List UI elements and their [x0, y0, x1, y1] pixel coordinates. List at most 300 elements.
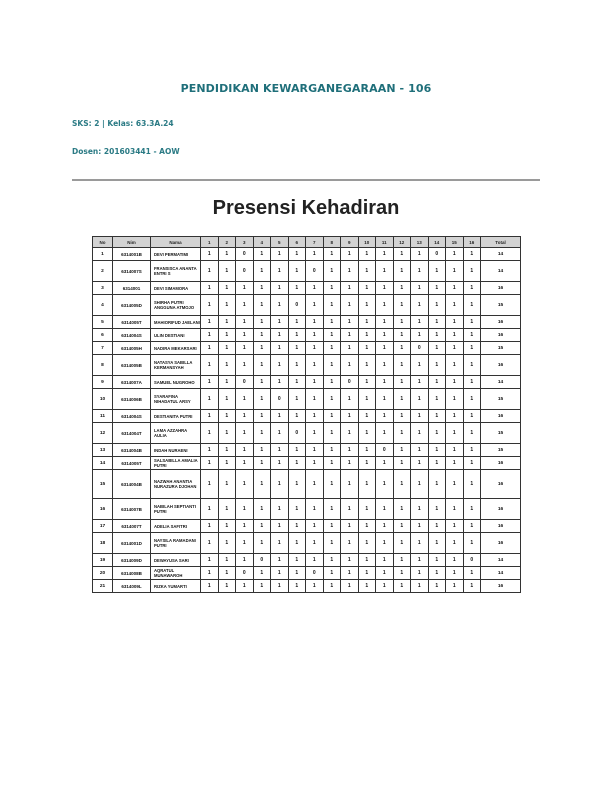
attendance-mark: 1	[306, 470, 324, 499]
attendance-mark: 0	[411, 342, 429, 355]
table-row	[93, 389, 521, 410]
table-row	[93, 295, 521, 316]
attendance-total: 15	[481, 342, 521, 355]
attendance-mark: 1	[341, 533, 359, 554]
attendance-mark: 1	[341, 329, 359, 342]
attendance-mark: 1	[393, 248, 411, 261]
attendance-mark: 1	[376, 457, 394, 470]
attendance-mark: 1	[393, 329, 411, 342]
attendance-mark: 1	[393, 533, 411, 554]
attendance-mark: 1	[428, 295, 446, 316]
attendance-total: 14	[481, 567, 521, 580]
attendance-total: 16	[481, 316, 521, 329]
attendance-total: 14	[481, 376, 521, 389]
attendance-total: 14	[481, 261, 521, 282]
attendance-mark: 1	[253, 533, 271, 554]
attendance-mark: 1	[253, 423, 271, 444]
attendance-mark: 1	[428, 520, 446, 533]
column-header: 1	[201, 237, 219, 248]
attendance-mark: 1	[306, 355, 324, 376]
attendance-mark: 1	[411, 316, 429, 329]
attendance-mark: 1	[411, 554, 429, 567]
attendance-total: 15	[481, 444, 521, 457]
attendance-mark: 1	[341, 423, 359, 444]
attendance-mark: 1	[323, 533, 341, 554]
row-number: 13	[93, 444, 113, 457]
attendance-mark: 1	[463, 410, 481, 423]
attendance-mark: 1	[323, 389, 341, 410]
attendance-mark: 0	[271, 389, 289, 410]
table-row	[93, 457, 521, 470]
attendance-mark: 1	[323, 410, 341, 423]
attendance-mark: 1	[288, 261, 306, 282]
student-name: SAMUEL NUGROHO	[151, 376, 201, 389]
attendance-mark: 1	[341, 355, 359, 376]
student-id: 6314001	[113, 282, 151, 295]
attendance-mark: 1	[201, 499, 219, 520]
attendance-mark: 1	[201, 567, 219, 580]
attendance-mark: 1	[376, 261, 394, 282]
attendance-mark: 1	[323, 567, 341, 580]
attendance-mark: 1	[236, 580, 254, 593]
attendance-mark: 1	[446, 444, 464, 457]
attendance-mark: 1	[463, 567, 481, 580]
attendance-mark: 0	[306, 567, 324, 580]
attendance-mark: 1	[218, 410, 236, 423]
table-row	[93, 355, 521, 376]
attendance-mark: 1	[236, 342, 254, 355]
attendance-mark: 1	[341, 295, 359, 316]
student-name: ULIN DESTIANI	[151, 329, 201, 342]
page-title: Presensi Kehadiran	[212, 197, 400, 219]
attendance-mark: 1	[463, 520, 481, 533]
table-row	[93, 554, 521, 567]
attendance-mark: 1	[446, 554, 464, 567]
attendance-total: 16	[481, 410, 521, 423]
row-number: 20	[93, 567, 113, 580]
attendance-mark: 1	[306, 410, 324, 423]
row-number: 9	[93, 376, 113, 389]
attendance-mark: 1	[271, 457, 289, 470]
attendance-mark: 1	[428, 342, 446, 355]
attendance-mark: 0	[253, 554, 271, 567]
student-id: 6314004B	[113, 470, 151, 499]
row-number: 1	[93, 248, 113, 261]
student-name: MAHIORIFUD JAELANI	[151, 316, 201, 329]
attendance-mark: 1	[253, 520, 271, 533]
attendance-mark: 1	[201, 457, 219, 470]
attendance-mark: 1	[463, 355, 481, 376]
attendance-mark: 1	[218, 342, 236, 355]
attendance-mark: 1	[341, 554, 359, 567]
attendance-mark: 1	[341, 410, 359, 423]
attendance-mark: 1	[376, 295, 394, 316]
attendance-mark: 1	[341, 389, 359, 410]
attendance-mark: 1	[463, 329, 481, 342]
attendance-mark: 1	[376, 423, 394, 444]
sks-class-info: SKS: 2 | Kelas: 63.3A.24	[72, 119, 174, 128]
student-name: AQRATUL MUNAWAROH	[151, 567, 201, 580]
attendance-mark: 1	[411, 533, 429, 554]
attendance-mark: 1	[393, 470, 411, 499]
attendance-mark: 1	[376, 470, 394, 499]
attendance-mark: 1	[376, 580, 394, 593]
attendance-mark: 1	[358, 580, 376, 593]
attendance-mark: 1	[218, 316, 236, 329]
attendance-mark: 1	[288, 389, 306, 410]
attendance-mark: 1	[358, 457, 376, 470]
attendance-mark: 1	[411, 520, 429, 533]
table-row	[93, 520, 521, 533]
attendance-mark: 1	[376, 329, 394, 342]
attendance-mark: 1	[411, 457, 429, 470]
attendance-mark: 1	[201, 444, 219, 457]
attendance-mark: 1	[376, 520, 394, 533]
attendance-mark: 1	[393, 282, 411, 295]
attendance-mark: 1	[393, 444, 411, 457]
student-name: NAYSILA RAMADANI PUTRI	[151, 533, 201, 554]
student-id: 6314004T	[113, 423, 151, 444]
attendance-mark: 1	[411, 282, 429, 295]
attendance-mark: 1	[306, 554, 324, 567]
row-number: 15	[93, 470, 113, 499]
attendance-mark: 1	[288, 554, 306, 567]
attendance-mark: 1	[411, 444, 429, 457]
column-header: 16	[463, 237, 481, 248]
attendance-mark: 1	[306, 282, 324, 295]
column-header: 13	[411, 237, 429, 248]
table-row	[93, 410, 521, 423]
attendance-total: 16	[481, 520, 521, 533]
attendance-mark: 1	[201, 316, 219, 329]
table-header-row	[93, 237, 521, 248]
attendance-mark: 1	[376, 316, 394, 329]
table-row	[93, 499, 521, 520]
attendance-mark: 1	[218, 389, 236, 410]
student-id: 6314005B	[113, 355, 151, 376]
attendance-mark: 1	[463, 470, 481, 499]
attendance-mark: 0	[428, 248, 446, 261]
attendance-mark: 1	[446, 520, 464, 533]
row-number: 3	[93, 282, 113, 295]
attendance-mark: 1	[463, 248, 481, 261]
column-header: 3	[236, 237, 254, 248]
attendance-mark: 1	[463, 282, 481, 295]
attendance-mark: 1	[463, 389, 481, 410]
attendance-mark: 1	[446, 316, 464, 329]
table-row	[93, 580, 521, 593]
attendance-mark: 1	[236, 316, 254, 329]
attendance-mark: 1	[463, 444, 481, 457]
column-header: 2	[218, 237, 236, 248]
attendance-mark: 1	[271, 554, 289, 567]
student-name: RIZKA YUMARTI	[151, 580, 201, 593]
attendance-mark: 1	[201, 355, 219, 376]
row-number: 6	[93, 329, 113, 342]
attendance-mark: 1	[253, 342, 271, 355]
attendance-mark: 1	[446, 470, 464, 499]
attendance-mark: 1	[393, 567, 411, 580]
attendance-mark: 1	[306, 316, 324, 329]
attendance-mark: 1	[253, 376, 271, 389]
attendance-mark: 1	[218, 261, 236, 282]
attendance-mark: 1	[201, 389, 219, 410]
attendance-mark: 1	[428, 355, 446, 376]
attendance-mark: 1	[393, 261, 411, 282]
attendance-mark: 1	[393, 457, 411, 470]
attendance-mark: 1	[341, 316, 359, 329]
attendance-mark: 1	[288, 282, 306, 295]
attendance-mark: 1	[393, 316, 411, 329]
attendance-mark: 1	[271, 282, 289, 295]
attendance-mark: 1	[463, 376, 481, 389]
attendance-mark: 1	[376, 355, 394, 376]
attendance-total: 16	[481, 282, 521, 295]
attendance-mark: 1	[428, 567, 446, 580]
attendance-mark: 1	[271, 580, 289, 593]
attendance-mark: 1	[236, 282, 254, 295]
attendance-mark: 1	[218, 329, 236, 342]
attendance-mark: 1	[446, 389, 464, 410]
attendance-total: 16	[481, 457, 521, 470]
attendance-total: 16	[481, 470, 521, 499]
attendance-mark: 1	[411, 410, 429, 423]
attendance-total: 16	[481, 329, 521, 342]
attendance-mark: 1	[271, 295, 289, 316]
row-number: 14	[93, 457, 113, 470]
attendance-mark: 1	[201, 554, 219, 567]
lecturer-info: Dosen: 201603441 - AOW	[72, 147, 180, 156]
student-name: LAMA AZZAHRA AULIA	[151, 423, 201, 444]
attendance-mark: 1	[306, 499, 324, 520]
attendance-mark: 0	[288, 423, 306, 444]
attendance-mark: 1	[218, 444, 236, 457]
row-number: 2	[93, 261, 113, 282]
attendance-total: 16	[481, 499, 521, 520]
attendance-mark: 1	[393, 580, 411, 593]
attendance-mark: 1	[323, 329, 341, 342]
student-name: NATASYA SABILLA KERMANSYAH	[151, 355, 201, 376]
attendance-mark: 1	[428, 329, 446, 342]
attendance-mark: 0	[236, 376, 254, 389]
attendance-mark: 1	[306, 389, 324, 410]
attendance-mark: 1	[341, 499, 359, 520]
attendance-mark: 1	[393, 389, 411, 410]
attendance-mark: 1	[411, 580, 429, 593]
table-row	[93, 423, 521, 444]
attendance-mark: 1	[376, 554, 394, 567]
attendance-mark: 1	[341, 567, 359, 580]
student-name: INDAH NURAENI	[151, 444, 201, 457]
table-row	[93, 261, 521, 282]
attendance-mark: 0	[236, 567, 254, 580]
attendance-mark: 1	[358, 567, 376, 580]
attendance-mark: 1	[271, 261, 289, 282]
row-number: 19	[93, 554, 113, 567]
attendance-mark: 1	[428, 444, 446, 457]
attendance-mark: 1	[411, 329, 429, 342]
attendance-mark: 1	[428, 282, 446, 295]
attendance-mark: 1	[288, 457, 306, 470]
attendance-mark: 1	[446, 329, 464, 342]
attendance-mark: 1	[358, 520, 376, 533]
attendance-mark: 1	[253, 457, 271, 470]
attendance-total: 14	[481, 554, 521, 567]
attendance-mark: 0	[376, 444, 394, 457]
column-header: Nim	[113, 237, 151, 248]
student-name: DEWAYUSA SARI	[151, 554, 201, 567]
row-number: 5	[93, 316, 113, 329]
attendance-mark: 1	[358, 295, 376, 316]
attendance-mark: 1	[323, 342, 341, 355]
table-row	[93, 444, 521, 457]
attendance-mark: 1	[376, 376, 394, 389]
table-row	[93, 533, 521, 554]
column-header: 7	[306, 237, 324, 248]
attendance-mark: 1	[323, 470, 341, 499]
attendance-mark: 1	[323, 457, 341, 470]
student-id: 6314007T	[113, 520, 151, 533]
student-name: NABILAH SEPTIANTI PUTRI	[151, 499, 201, 520]
attendance-mark: 0	[288, 295, 306, 316]
attendance-mark: 1	[376, 567, 394, 580]
student-name: NADIRA MEKARSARI	[151, 342, 201, 355]
attendance-mark: 1	[236, 533, 254, 554]
attendance-mark: 1	[323, 355, 341, 376]
attendance-mark: 1	[411, 470, 429, 499]
attendance-mark: 1	[428, 423, 446, 444]
column-header: 11	[376, 237, 394, 248]
attendance-mark: 1	[271, 423, 289, 444]
attendance-mark: 1	[428, 499, 446, 520]
attendance-mark: 1	[358, 355, 376, 376]
attendance-mark: 1	[236, 457, 254, 470]
attendance-mark: 1	[288, 329, 306, 342]
attendance-mark: 1	[218, 580, 236, 593]
attendance-mark: 1	[463, 261, 481, 282]
student-name: SYARAFINA NIHADATUL ARSY	[151, 389, 201, 410]
student-id: 6314006B	[113, 389, 151, 410]
attendance-mark: 1	[236, 295, 254, 316]
attendance-mark: 1	[341, 342, 359, 355]
student-name: DESTIANITA PUTRI	[151, 410, 201, 423]
attendance-mark: 1	[288, 520, 306, 533]
attendance-mark: 1	[271, 533, 289, 554]
attendance-mark: 1	[306, 248, 324, 261]
attendance-mark: 1	[358, 329, 376, 342]
attendance-mark: 1	[393, 410, 411, 423]
student-id: 6314004S	[113, 410, 151, 423]
table-row	[93, 376, 521, 389]
attendance-mark: 1	[218, 533, 236, 554]
student-name: FRANSISCA ANANTA ENTRI S	[151, 261, 201, 282]
attendance-mark: 1	[306, 580, 324, 593]
attendance-mark: 1	[201, 410, 219, 423]
column-header: 4	[253, 237, 271, 248]
student-name: DEVI PERMATIMI	[151, 248, 201, 261]
attendance-mark: 0	[236, 261, 254, 282]
column-header: 6	[288, 237, 306, 248]
attendance-mark: 1	[253, 295, 271, 316]
attendance-mark: 1	[446, 423, 464, 444]
attendance-mark: 1	[218, 499, 236, 520]
column-header: Nama	[151, 237, 201, 248]
attendance-mark: 1	[253, 499, 271, 520]
attendance-mark: 1	[411, 423, 429, 444]
attendance-mark: 1	[463, 342, 481, 355]
course-title: PENDIDIKAN KEWARGANEGARAAN - 106	[180, 82, 432, 95]
column-header: 15	[446, 237, 464, 248]
attendance-mark: 1	[218, 520, 236, 533]
student-id: 6314001B	[113, 248, 151, 261]
attendance-mark: 1	[341, 282, 359, 295]
attendance-mark: 1	[358, 444, 376, 457]
attendance-mark: 1	[358, 316, 376, 329]
attendance-mark: 1	[253, 355, 271, 376]
attendance-mark: 1	[271, 329, 289, 342]
student-id: 6314005H	[113, 342, 151, 355]
attendance-mark: 1	[201, 470, 219, 499]
attendance-mark: 1	[201, 533, 219, 554]
attendance-mark: 1	[393, 295, 411, 316]
attendance-mark: 1	[201, 248, 219, 261]
attendance-mark: 1	[253, 444, 271, 457]
attendance-mark: 1	[306, 376, 324, 389]
attendance-mark: 1	[218, 282, 236, 295]
attendance-total: 16	[481, 580, 521, 593]
attendance-mark: 1	[288, 248, 306, 261]
attendance-mark: 1	[446, 410, 464, 423]
attendance-mark: 1	[218, 376, 236, 389]
student-name: SHIRHA PUTRI ANGGUNA ATMOJO	[151, 295, 201, 316]
attendance-mark: 1	[358, 470, 376, 499]
attendance-mark: 1	[253, 261, 271, 282]
attendance-mark: 1	[288, 355, 306, 376]
attendance-mark: 1	[218, 457, 236, 470]
attendance-mark: 1	[358, 248, 376, 261]
attendance-mark: 1	[288, 470, 306, 499]
table-row	[93, 329, 521, 342]
attendance-mark: 1	[446, 567, 464, 580]
attendance-mark: 1	[218, 355, 236, 376]
attendance-mark: 1	[236, 329, 254, 342]
attendance-mark: 1	[201, 520, 219, 533]
attendance-mark: 1	[236, 423, 254, 444]
student-id: 6314005T	[113, 316, 151, 329]
column-header: 9	[341, 237, 359, 248]
attendance-mark: 1	[358, 389, 376, 410]
column-header: 12	[393, 237, 411, 248]
student-name: NAZWAH ANANTIA NURAZURA DJOHAN	[151, 470, 201, 499]
attendance-total: 15	[481, 389, 521, 410]
attendance-mark: 1	[358, 499, 376, 520]
attendance-mark: 1	[323, 295, 341, 316]
row-number: 7	[93, 342, 113, 355]
attendance-mark: 1	[253, 470, 271, 499]
column-header: 10	[358, 237, 376, 248]
attendance-mark: 1	[253, 580, 271, 593]
row-number: 12	[93, 423, 113, 444]
attendance-mark: 1	[306, 329, 324, 342]
student-name: ADELIA SAFITRI	[151, 520, 201, 533]
attendance-mark: 1	[446, 355, 464, 376]
column-header: 5	[271, 237, 289, 248]
attendance-mark: 1	[323, 554, 341, 567]
attendance-mark: 1	[288, 499, 306, 520]
attendance-mark: 1	[428, 316, 446, 329]
attendance-mark: 1	[323, 282, 341, 295]
table-row	[93, 282, 521, 295]
